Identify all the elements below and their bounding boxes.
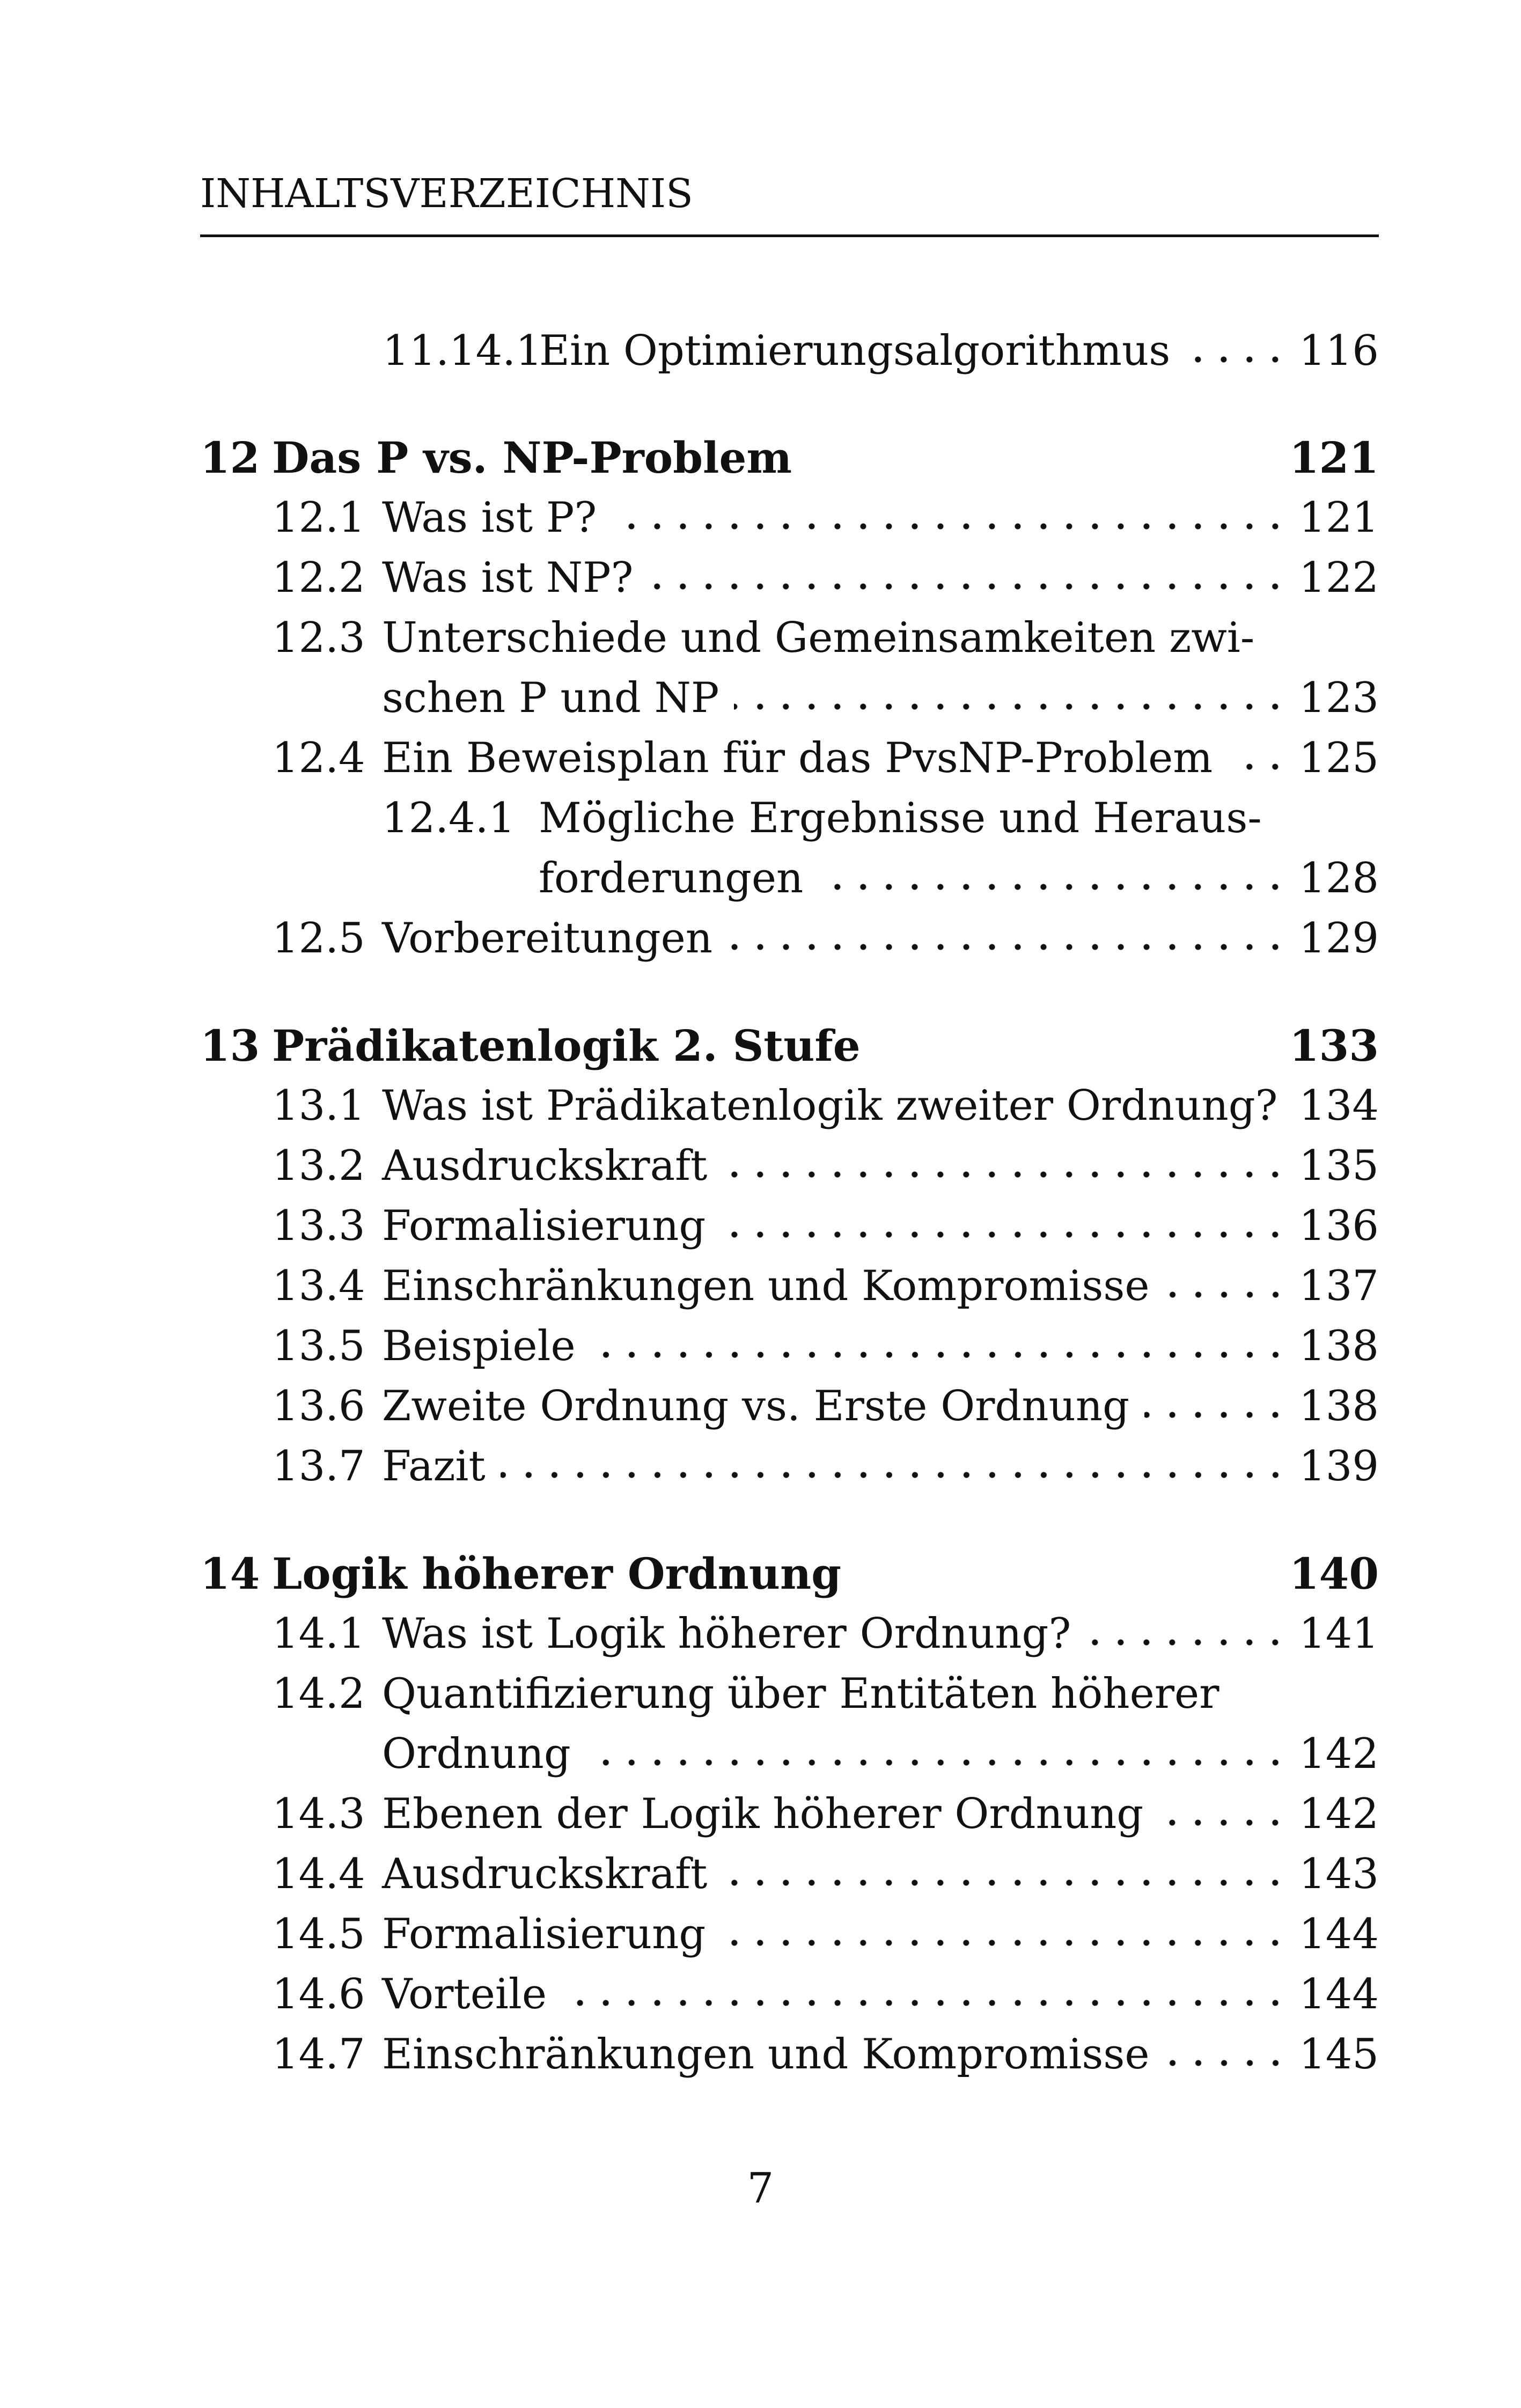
header-rule xyxy=(200,234,1379,237)
toc-entry-title-line-1: Unterschiede und Gemeinsamkeiten zwi- xyxy=(382,614,1255,662)
dot-leader xyxy=(597,488,1299,548)
toc-entry-number: 12.1 xyxy=(272,494,365,542)
toc-entry-number: 11.14.1 xyxy=(383,327,542,375)
toc-chapter-title: Das P vs. NP-Problem xyxy=(272,432,792,483)
toc-entry-title: Fazit xyxy=(382,1442,486,1491)
toc-entry-13-5[interactable] xyxy=(272,1316,1379,1376)
toc-entry-14-3[interactable] xyxy=(272,1784,1379,1844)
toc-entry-number: 12.3 xyxy=(272,614,365,662)
dot-leader xyxy=(706,1196,1299,1256)
toc-entry-number: 12.2 xyxy=(272,554,365,602)
toc-entry-page: 142 xyxy=(1299,1790,1379,1838)
toc-entry-number: 12.5 xyxy=(272,914,365,963)
dot-leader xyxy=(633,548,1299,608)
toc-entry-14-2[interactable] xyxy=(272,1664,1379,1724)
toc-entry-title-line-2: schen P und NP xyxy=(382,674,719,722)
dot-leader xyxy=(803,848,1299,908)
toc-entry-page: 144 xyxy=(1299,1970,1379,2018)
toc-entry-title: Beispiele xyxy=(382,1322,576,1370)
toc-entry-title: Ausdruckskraft xyxy=(382,1142,708,1190)
toc-entry-title: Ein Optimierungsalgorithmus xyxy=(539,327,1171,375)
toc-entry-12-1[interactable] xyxy=(272,488,1379,548)
toc-entry-14-7[interactable] xyxy=(272,2024,1379,2084)
toc-entry-12-4-1[interactable] xyxy=(382,788,1379,848)
toc-chapter-number: 12 xyxy=(200,432,260,483)
toc-entry-number: 14.2 xyxy=(272,1670,365,1718)
dot-leader xyxy=(486,1436,1299,1496)
toc-entry-page: 134 xyxy=(1299,1082,1379,1130)
toc-entry-number: 13.6 xyxy=(272,1382,365,1430)
toc-entry-title: Was ist Prädikatenlogik zweiter Ordnung? xyxy=(382,1082,1278,1130)
toc-chapter-page: 140 xyxy=(1289,1548,1379,1599)
toc-entry-title: Formalisierung xyxy=(382,1202,706,1250)
toc-entry-number: 12.4.1 xyxy=(382,794,516,842)
toc-entry-title: Zweite Ordnung vs. Erste Ordnung xyxy=(382,1382,1129,1430)
toc-chapter-page: 133 xyxy=(1289,1021,1379,1071)
toc-entry-page: 142 xyxy=(1299,1730,1379,1778)
toc-entry-11-14-1[interactable] xyxy=(383,321,1379,381)
toc-entry-number: 14.3 xyxy=(272,1790,365,1838)
toc-entry-13-7[interactable] xyxy=(272,1436,1379,1496)
toc-entry-number: 14.4 xyxy=(272,1850,365,1898)
toc-chapter-13[interactable] xyxy=(200,1016,1379,1076)
dot-leader xyxy=(719,668,1299,728)
toc-entry-page: 125 xyxy=(1299,734,1379,782)
toc-entry-page: 137 xyxy=(1299,1262,1379,1310)
toc-entry-page: 138 xyxy=(1299,1382,1379,1430)
toc-entry-14-5[interactable] xyxy=(272,1904,1379,1964)
toc-entry-title: Vorbereitungen xyxy=(382,914,713,963)
running-header: INHALTSVERZEICHNIS xyxy=(200,171,693,217)
toc-entry-13-6[interactable] xyxy=(272,1376,1379,1436)
toc-entry-number: 12.4 xyxy=(272,734,365,782)
dot-leader xyxy=(707,1844,1299,1904)
toc-entry-number: 14.5 xyxy=(272,1910,365,1958)
dot-leader xyxy=(707,1136,1299,1196)
toc-chapter-12[interactable] xyxy=(200,428,1379,488)
toc-entry-page: 138 xyxy=(1299,1322,1379,1370)
toc-entry-12-2[interactable] xyxy=(272,548,1379,608)
toc-entry-number: 13.1 xyxy=(272,1082,365,1130)
toc-entry-12-3[interactable] xyxy=(272,608,1379,668)
toc-entry-page: 143 xyxy=(1299,1850,1379,1898)
dot-leader xyxy=(1129,1376,1299,1436)
toc-entry-page: 123 xyxy=(1299,674,1379,722)
toc-entry-13-4[interactable] xyxy=(272,1256,1379,1316)
toc-entry-title: Ein Beweisplan für das PvsNP-Problem xyxy=(382,734,1213,782)
toc-entry-page: 122 xyxy=(1299,554,1379,602)
toc-entry-title-line-1: Mögliche Ergebnisse und Heraus- xyxy=(539,794,1262,842)
dot-leader xyxy=(571,1724,1299,1784)
toc-entry-title: Was ist Logik höherer Ordnung? xyxy=(382,1610,1071,1658)
toc-entry-number: 13.2 xyxy=(272,1142,365,1190)
dot-leader xyxy=(547,1964,1299,2024)
toc-entry-13-2[interactable] xyxy=(272,1136,1379,1196)
toc-chapter-title: Prädikatenlogik 2. Stufe xyxy=(272,1021,861,1071)
toc-entry-page: 135 xyxy=(1299,1142,1379,1190)
toc-entry-14-6[interactable] xyxy=(272,1964,1379,2024)
toc-entry-12-4[interactable] xyxy=(272,728,1379,788)
toc-entry-number: 13.3 xyxy=(272,1202,365,1250)
dot-leader xyxy=(1213,728,1299,788)
dot-leader xyxy=(1071,1604,1299,1664)
toc-entry-page: 141 xyxy=(1299,1610,1379,1658)
toc-entry-title: Einschränkungen und Kompromisse xyxy=(382,1262,1150,1310)
toc-entry-page: 129 xyxy=(1299,914,1379,963)
toc-chapter-number: 14 xyxy=(200,1548,260,1599)
toc-entry-title-line-2: Ordnung xyxy=(382,1730,571,1778)
dot-leader xyxy=(1150,2024,1299,2084)
toc-entry-14-2-continued[interactable] xyxy=(382,1724,1379,1784)
toc-entry-number: 13.4 xyxy=(272,1262,365,1310)
toc-entry-14-1[interactable] xyxy=(272,1604,1379,1664)
dot-leader xyxy=(1170,321,1299,381)
toc-entry-title: Einschränkungen und Kompromisse xyxy=(382,2030,1150,2079)
toc-entry-title: Was ist P? xyxy=(382,494,597,542)
dot-leader xyxy=(706,1904,1299,1964)
toc-entry-page: 139 xyxy=(1299,1442,1379,1491)
toc-entry-title: Ebenen der Logik höherer Ordnung xyxy=(382,1790,1144,1838)
toc-entry-number: 14.1 xyxy=(272,1610,365,1658)
toc-entry-number: 14.6 xyxy=(272,1970,365,2018)
dot-leader xyxy=(576,1316,1299,1376)
toc-entry-page: 136 xyxy=(1299,1202,1379,1250)
toc-chapter-14[interactable] xyxy=(200,1544,1379,1604)
toc-entry-title: Ausdruckskraft xyxy=(382,1850,708,1898)
toc-entry-12-5[interactable] xyxy=(272,908,1379,968)
toc-entry-title: Formalisierung xyxy=(382,1910,706,1958)
toc-entry-page: 116 xyxy=(1299,327,1379,375)
dot-leader xyxy=(712,908,1299,968)
toc-entry-title: Was ist NP? xyxy=(382,554,634,602)
toc-entry-12-3-continued[interactable] xyxy=(382,668,1379,728)
toc-entry-page: 128 xyxy=(1299,854,1379,902)
dot-leader xyxy=(1150,1256,1299,1316)
toc-chapter-number: 13 xyxy=(200,1021,260,1071)
page-number: 7 xyxy=(747,2164,774,2213)
toc-entry-13-3[interactable] xyxy=(272,1196,1379,1256)
toc-entry-number: 13.7 xyxy=(272,1442,365,1491)
toc-entry-12-4-1-continued[interactable] xyxy=(539,848,1379,908)
toc-entry-title: Vorteile xyxy=(382,1970,547,2018)
dot-leader xyxy=(1143,1784,1299,1844)
toc-entry-14-4[interactable] xyxy=(272,1844,1379,1904)
toc-entry-13-1[interactable] xyxy=(272,1076,1379,1136)
toc-entry-number: 14.7 xyxy=(272,2030,365,2079)
toc-chapter-page: 121 xyxy=(1289,432,1379,483)
toc-entry-title-line-1: Quantifizierung über Entitäten höherer xyxy=(382,1670,1219,1718)
toc-chapter-title: Logik höherer Ordnung xyxy=(272,1548,842,1599)
toc-entry-number: 13.5 xyxy=(272,1322,365,1370)
toc-entry-page: 145 xyxy=(1299,2030,1379,2079)
toc-entry-title-line-2: forderungen xyxy=(539,854,804,902)
toc-entry-page: 121 xyxy=(1299,494,1379,542)
toc-entry-page: 144 xyxy=(1299,1910,1379,1958)
